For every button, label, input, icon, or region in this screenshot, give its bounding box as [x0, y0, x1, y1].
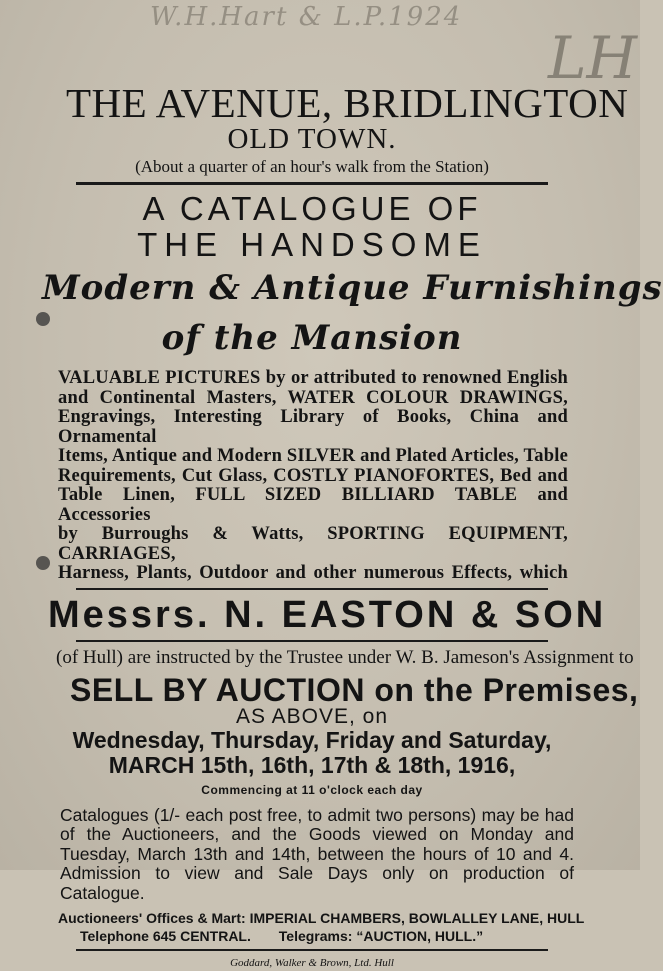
- divider: [76, 182, 548, 185]
- venue-heading: THE AVENUE, BRIDLINGTON: [66, 80, 629, 126]
- commencing-time: Commencing at 11 o'clock each day: [201, 782, 423, 797]
- description-line: Harness, Plants, Outdoor and other numerous Effects, which: [58, 563, 568, 583]
- telephone: Telephone 645 CENTRAL.: [80, 928, 251, 944]
- description-line: Table Linen, FULL SIZED BILLIARD TABLE and Accessories: [58, 485, 568, 525]
- description-line: Items, Antique and Modern SILVER and Plated Articles, Table: [58, 446, 568, 466]
- divider: [76, 640, 548, 642]
- handwritten-note: W.H.Hart & L.P.1924: [150, 2, 463, 32]
- divider: [76, 949, 548, 951]
- instruction-line: (of Hull) are instructed by the Trustee under W. B. Jameson's Assignment to: [56, 646, 634, 668]
- catalogue-content: [42, 80, 663, 971]
- catalogue-title-blackletter: Modern & Antique Furnishings: [42, 268, 663, 308]
- auctioneer-name: Messrs. N. EASTON & SON: [48, 593, 607, 636]
- sale-dates: MARCH 15th, 16th, 17th & 18th, 1916,: [108, 751, 516, 778]
- handwritten-corner-mark: LH: [548, 24, 638, 92]
- telegrams: Telegrams: “AUCTION, HULL.”: [278, 928, 484, 944]
- catalogue-title-line: THE HANDSOME: [137, 226, 487, 263]
- description-line: and Continental Masters, WATER COLOUR DRAWINGS,: [58, 387, 568, 408]
- ink-spot: [36, 556, 50, 570]
- description-line: VALUABLE PICTURES by or attributed to renowned English: [58, 368, 568, 388]
- lots-description: [58, 369, 568, 584]
- description-line: Engravings, Interesting Library of Books, China and Ornamental: [58, 407, 568, 447]
- ink-spot: [36, 312, 50, 326]
- printer-credit: Goddard, Walker & Brown, Ltd. Hull: [230, 957, 394, 969]
- description-line: Requirements, Cut Glass, COSTLY PIANOFORTES, Bed and: [58, 465, 568, 486]
- catalogue-title-blackletter: of the Mansion: [161, 318, 463, 358]
- description-line: by Burroughs & Watts, SPORTING EQUIPMENT, CARRIAGES,: [58, 524, 568, 564]
- sale-days: Wednesday, Thursday, Friday and Saturday,: [72, 726, 552, 753]
- catalogue-title-line: A CATALOGUE OF: [142, 190, 482, 227]
- contact-line: [80, 927, 554, 945]
- directions-note: (About a quarter of an hour's walk from the Station): [135, 157, 489, 176]
- as-above-line: AS ABOVE, on: [235, 704, 389, 728]
- sale-headline: SELL BY AUCTION on the Premises,: [70, 671, 639, 708]
- catalogues-paragraph: Catalogues (1/- each post free, to admit two persons) may be had of the Auctioneers, and the Goods viewed on Monday and Tuesday, March 13th and 14th, between the hours of 10 and 4. Admission to view and Sale Days only on production of Catalogue.: [60, 804, 574, 903]
- auctioneers-offices: Auctioneers' Offices & Mart: IMPERIAL CHAMBERS, BOWLALLEY LANE, HULL: [58, 910, 585, 926]
- divider: [76, 588, 548, 590]
- old-town-heading: OLD TOWN.: [227, 123, 397, 155]
